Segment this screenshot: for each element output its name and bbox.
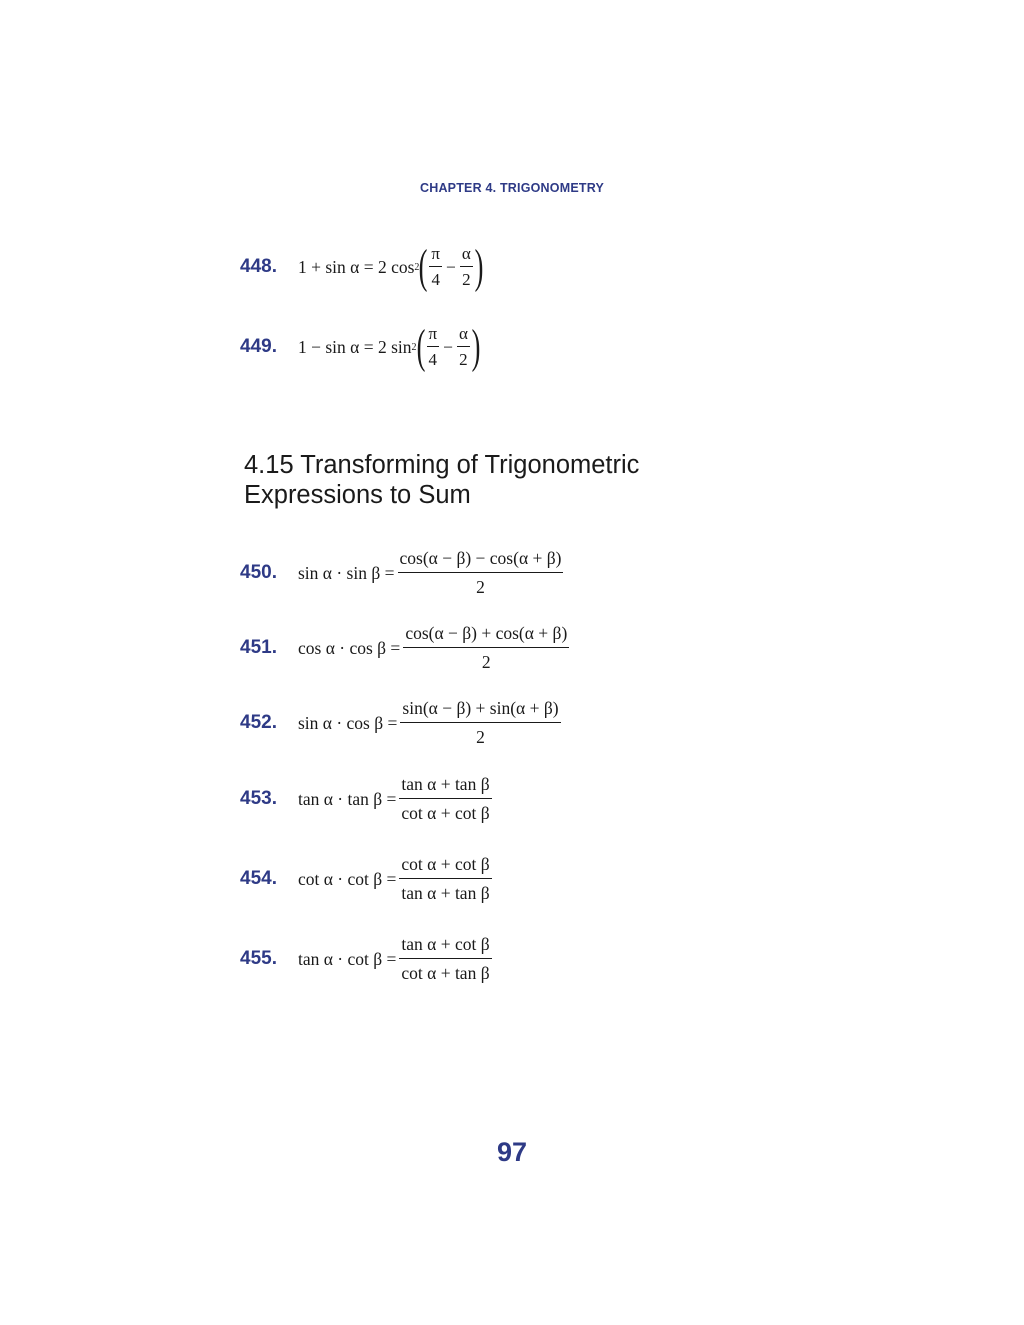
denominator: 2 [476,727,485,747]
formula-expression [298,548,566,598]
formula-lhs: sin α · sin β = [298,562,395,583]
formula-454 [240,854,495,904]
numerator: π [429,244,442,267]
minus-sign: − [443,336,453,357]
exponent: 2 [414,261,420,273]
formula-number: 448. [240,256,277,277]
numerator: sin(α − β) + sin(α + β) [400,698,560,723]
formula-lhs: tan α · tan β = [298,788,397,809]
numerator: tan α + cot β [399,934,491,959]
numerator: π [427,324,440,347]
right-paren: ) [471,320,481,373]
fraction [398,548,564,598]
formula-expression [298,623,572,673]
chapter-header: CHAPTER 4. TRIGONOMETRY [419,181,604,195]
formula-452 [240,698,564,748]
numerator: cos(α − β) + cos(α + β) [403,623,569,648]
formula-expression [298,240,484,293]
formula-450 [240,548,566,598]
numerator: α [460,244,473,267]
formula-number: 449. [240,336,277,357]
left-paren: ( [419,240,428,293]
fraction [403,623,569,673]
numerator: cos(α − β) − cos(α + β) [398,548,564,573]
minus-sign: − [446,256,456,277]
formula-expression [298,698,564,748]
formula-lhs: tan α · cot β = [298,948,397,969]
formula-lhs: 1 + sin α = 2 cos [298,256,415,277]
page-number: 97 [496,1137,528,1167]
formula-expression [298,854,495,904]
left-paren: ( [416,320,425,373]
section-title: 4.15 Transforming of Trigonometric Expressions to Sum [244,451,640,509]
exponent: 2 [411,341,417,353]
denominator: tan α + tan β [401,883,490,903]
right-paren: ) [474,240,484,293]
fraction [399,774,491,824]
fraction [457,324,470,370]
formula-451 [240,623,572,673]
formula-expression [298,934,495,984]
denominator: 2 [459,350,468,369]
fraction [399,854,491,904]
numerator: α [457,324,470,347]
denominator: 2 [481,652,491,672]
formula-448 [240,240,484,293]
formula-lhs: sin α · cos β = [298,712,398,733]
formula-lhs: cos α · cos β = [298,637,401,658]
formula-number: 452. [240,712,277,733]
formula-lhs: 1 − sin α = 2 sin [298,336,412,357]
formula-number: 450. [240,562,277,583]
denominator: 2 [476,577,485,597]
fraction [399,934,491,984]
formula-449 [240,320,481,373]
denominator: 2 [462,270,471,289]
fraction [427,324,440,370]
formula-expression [298,320,481,373]
denominator: cot α + tan β [401,963,490,983]
denominator: 4 [428,350,438,369]
formula-453 [240,774,495,824]
formula-455 [240,934,495,984]
formula-number: 455. [240,948,277,969]
formula-lhs: cot α · cot β = [298,868,397,889]
fraction [460,244,473,290]
formula-expression [298,774,495,824]
formula-number: 451. [240,637,277,658]
numerator: cot α + cot β [399,854,491,879]
formula-number: 453. [240,788,277,809]
formula-number: 454. [240,868,277,889]
fraction [429,244,442,290]
numerator: tan α + tan β [399,774,491,799]
fraction [400,698,560,748]
denominator: cot α + cot β [401,803,490,823]
denominator: 4 [431,270,440,289]
